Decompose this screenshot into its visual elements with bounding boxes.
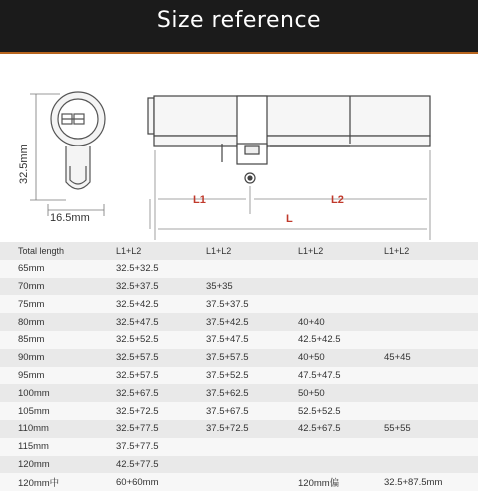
table-cell (384, 313, 478, 331)
table-cell: 37.5+52.5 (206, 367, 298, 385)
header-cell: L1+L2 (384, 242, 478, 260)
header-bar (0, 0, 478, 54)
table-cell: 32.5+37.5 (110, 278, 206, 296)
table-cell (384, 384, 478, 402)
table-header-row (0, 242, 478, 260)
table-cell: 40+40 (298, 313, 384, 331)
table-cell: 70mm (0, 278, 110, 296)
table-cell: 42.5+42.5 (298, 331, 384, 349)
table-cell (384, 260, 478, 278)
table-cell: 95mm (0, 367, 110, 385)
table-row (0, 420, 478, 438)
table-cell (298, 260, 384, 278)
table-cell (298, 295, 384, 313)
table-row (0, 402, 478, 420)
total-length-label: L (286, 213, 293, 225)
table-cell: 110mm (0, 420, 110, 438)
table-cell: 90mm (0, 349, 110, 367)
table-row (0, 456, 478, 474)
table-cell: 32.5+52.5 (110, 331, 206, 349)
table-cell: 32.5+67.5 (110, 384, 206, 402)
table-cell: 37.5+47.5 (206, 331, 298, 349)
table-cell: 37.5+42.5 (206, 313, 298, 331)
table-cell: 100mm (0, 384, 110, 402)
table-cell: 42.5+67.5 (298, 420, 384, 438)
table-cell (384, 331, 478, 349)
table-cell (298, 456, 384, 474)
table-cell: 42.5+77.5 (110, 456, 206, 474)
size-table (0, 242, 478, 491)
cylinder-side-profile (148, 96, 430, 183)
table-cell (298, 438, 384, 456)
l1-label: L1 (193, 194, 206, 206)
header-cell: Total length (0, 242, 110, 260)
table-cell: 35+35 (206, 278, 298, 296)
table-cell (206, 473, 298, 491)
table-cell: 115mm (0, 438, 110, 456)
table-cell: 120mm偏 (298, 473, 384, 491)
table-cell: 47.5+47.5 (298, 367, 384, 385)
table-cell (206, 456, 298, 474)
table-cell: 32.5+77.5 (110, 420, 206, 438)
table-cell: 85mm (0, 331, 110, 349)
table-cell: 75mm (0, 295, 110, 313)
table-cell: 65mm (0, 260, 110, 278)
table-cell: 37.5+62.5 (206, 384, 298, 402)
length-dimensions (150, 150, 430, 240)
table-cell: 37.5+77.5 (110, 438, 206, 456)
table-cell (384, 402, 478, 420)
table-cell: 40+50 (298, 349, 384, 367)
lock-cylinder-diagram (0, 54, 478, 240)
table-cell: 52.5+52.5 (298, 402, 384, 420)
header-cell: L1+L2 (298, 242, 384, 260)
table-row (0, 438, 478, 456)
table-cell: 37.5+72.5 (206, 420, 298, 438)
table-cell: 37.5+67.5 (206, 402, 298, 420)
page-title: Size reference (156, 8, 322, 33)
table-cell (206, 438, 298, 456)
table-cell: 120mm (0, 456, 110, 474)
table-cell: 50+50 (298, 384, 384, 402)
table-row (0, 313, 478, 331)
table-cell: 105mm (0, 402, 110, 420)
table-cell: 32.5+32.5 (110, 260, 206, 278)
table-cell (384, 367, 478, 385)
height-label: 32.5mm (18, 144, 30, 184)
table-cell: 32.5+42.5 (110, 295, 206, 313)
table-row (0, 278, 478, 296)
table-cell (206, 260, 298, 278)
table-row (0, 367, 478, 385)
table-cell: 32.5+57.5 (110, 367, 206, 385)
table-cell: 55+55 (384, 420, 478, 438)
header-cell: L1+L2 (110, 242, 206, 260)
table-cell: 60+60mm (110, 473, 206, 491)
table-cell (384, 295, 478, 313)
table-cell (384, 438, 478, 456)
table-cell: 32.5+47.5 (110, 313, 206, 331)
table-cell (384, 456, 478, 474)
table-cell: 37.5+37.5 (206, 295, 298, 313)
table-cell: 45+45 (384, 349, 478, 367)
table-cell: 120mm中 (0, 473, 110, 491)
header-cell: L1+L2 (206, 242, 298, 260)
l2-label: L2 (331, 194, 344, 206)
table-cell: 32.5+72.5 (110, 402, 206, 420)
table-row (0, 331, 478, 349)
table-cell (384, 278, 478, 296)
table-cell: 32.5+87.5mm (384, 473, 478, 491)
table-row (0, 384, 478, 402)
table-cell (298, 278, 384, 296)
table-row (0, 473, 478, 491)
cylinder-front-profile (51, 92, 105, 189)
table-row (0, 349, 478, 367)
table-cell: 37.5+57.5 (206, 349, 298, 367)
table-cell: 80mm (0, 313, 110, 331)
table-cell: 32.5+57.5 (110, 349, 206, 367)
width-label: 16.5mm (50, 212, 90, 224)
table-row (0, 260, 478, 278)
table-row (0, 295, 478, 313)
